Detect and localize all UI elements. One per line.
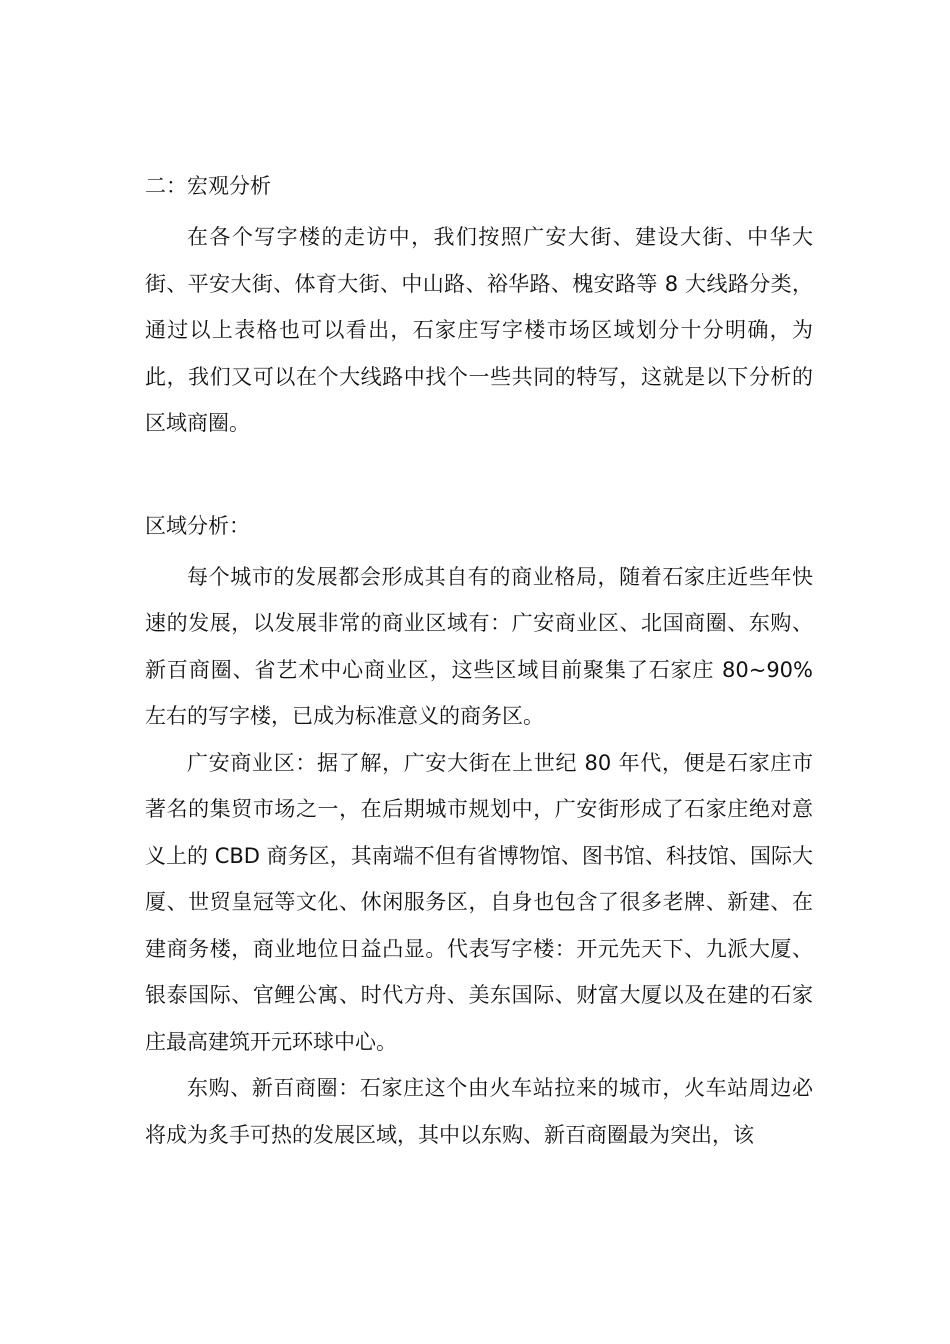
spacer xyxy=(145,546,813,554)
paragraph-guangan-business-district: 广安商业区：据了解，广安大街在上世纪 80 年代，便是石家庄市著名的集贸市场之一，在后期城市规划中，广安街形成了石家庄绝对意义上的 CBD 商务区，其南端不但有省博物馆、图书馆、科技馆、国际大厦、世贸皇冠等文化、休闲服务区，自身也包含了很多老牌、新建、在建商务楼，商业地位日益凸显。代表写字楼：开元先天下、九派大厦、银泰国际、官鲤公寓、时代方舟、美东国际、财富大厦以及在建的石家庄最高建筑开元环球中心。 xyxy=(145,750,813,1054)
section-heading-macro-analysis: 二：宏观分析 xyxy=(145,174,271,198)
document-body xyxy=(145,166,813,1158)
paragraph-regional-overview: 每个城市的发展都会形成其自有的商业格局，随着石家庄近些年快速的发展，以发展非常的商业区域有：广安商业区、北国商圈、东购、新百商圈、省艺术中心商业区，这些区域目前聚集了石家庄 80~90% 左右的写字楼，已成为标准意义的商务区。 xyxy=(145,564,813,728)
section-heading-regional-analysis: 区域分析： xyxy=(145,513,250,538)
spacer xyxy=(145,206,813,214)
spacer xyxy=(145,447,813,506)
paragraph-donggou-xinbai-district: 东购、新百商圈：石家庄这个由火车站拉来的城市，火车站周边必将成为炙手可热的发展区域，其中以东购、新百商圈最为突出，该 xyxy=(145,1076,813,1147)
paragraph-macro-analysis: 在各个写字楼的走访中，我们按照广安大街、建设大街、中华大街、平安大街、体育大街、中山路、裕华路、槐安路等 8 大线路分类，通过以上表格也可以看出，石家庄写字楼市场区域划分十分明确，为此，我们又可以在个大线路中找个一些共同的特写，这就是以下分析的区域商圈。 xyxy=(145,225,813,435)
